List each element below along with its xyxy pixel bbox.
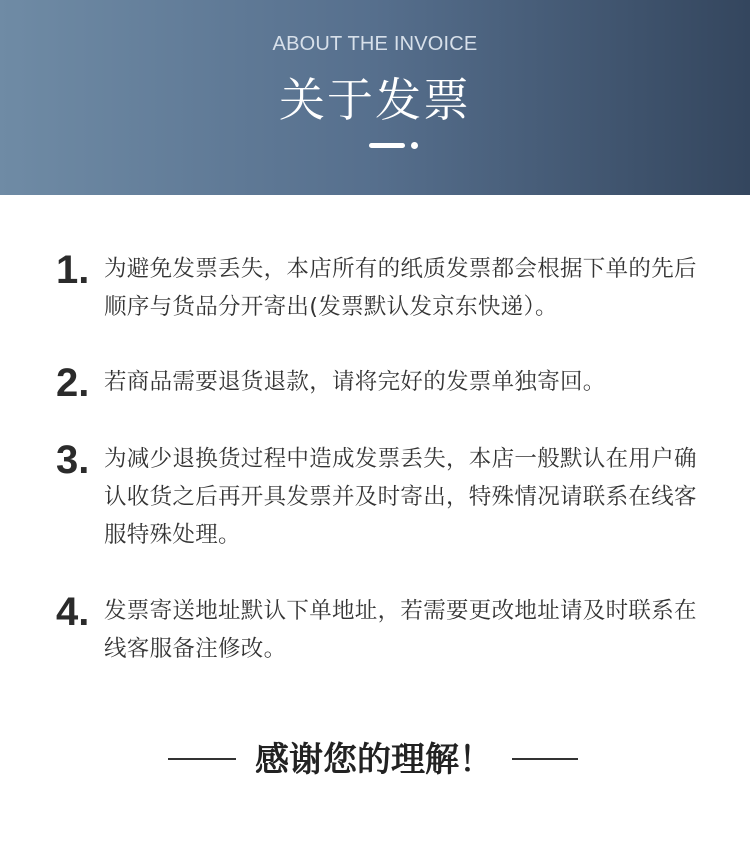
item-number: 1.	[56, 248, 90, 292]
closing-message	[0, 734, 750, 786]
closing-divider-right	[512, 758, 578, 760]
title-decoration	[369, 142, 421, 150]
header-banner	[0, 0, 750, 195]
closing-divider-left	[168, 758, 236, 760]
page-title: 关于发票	[279, 73, 471, 127]
item-number: 3.	[56, 438, 90, 482]
decoration-dot	[411, 142, 418, 149]
item-text: 为减少退换货过程中造成发票丢失，本店一般默认在用户确认收货之后再开具发票并及时寄出，特殊情况请联系在线客服特殊处理。	[104, 446, 697, 548]
item-text: 发票寄送地址默认下单地址，若需要更改地址请及时联系在线客服备注修改。	[104, 598, 697, 662]
item-text: 为避免发票丢失，本店所有的纸质发票都会根据下单的先后顺序与货品分开寄出(发票默认发京东快递）。	[104, 256, 697, 320]
decoration-bar	[369, 143, 405, 148]
item-text: 若商品需要退货退款，请将完好的发票单独寄回。	[104, 369, 606, 395]
item-number: 4.	[56, 590, 90, 634]
header-subtitle: ABOUT THE INVOICE	[272, 33, 478, 55]
closing-text: 感谢您的理解！	[255, 740, 493, 780]
item-number: 2.	[56, 361, 90, 405]
